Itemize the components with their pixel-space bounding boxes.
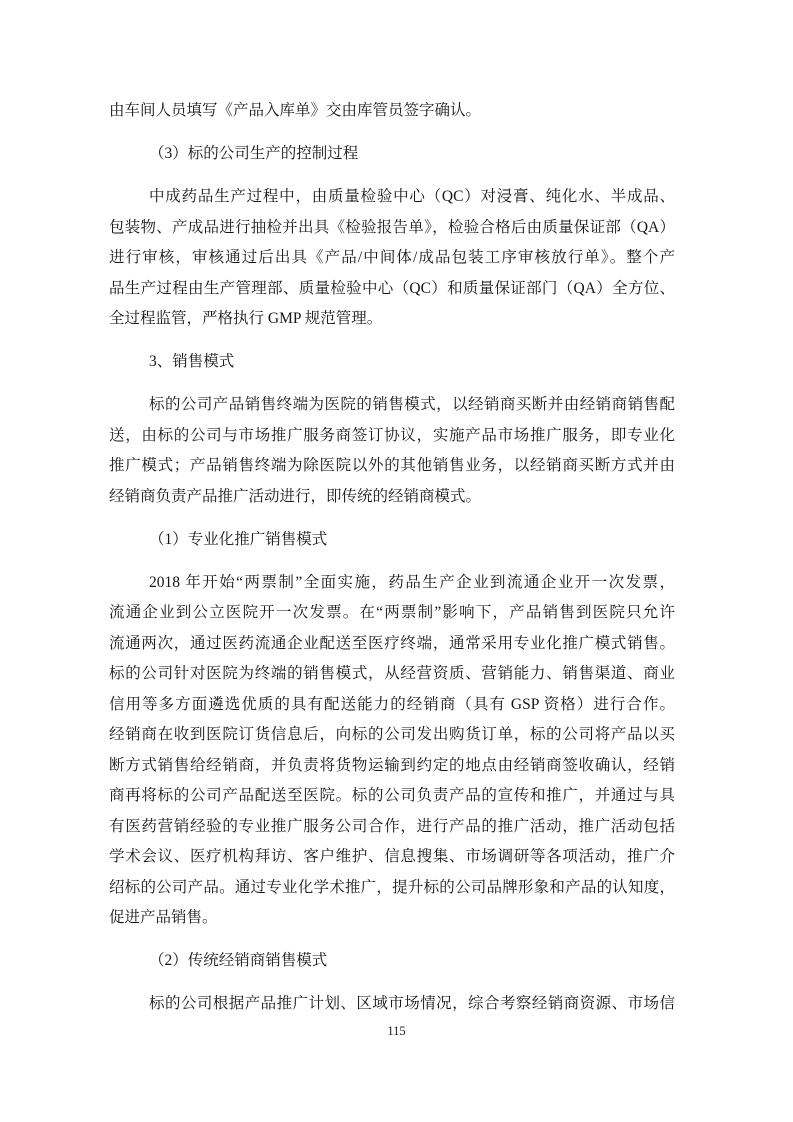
- body-line: 标的公司产品销售终端为医院的销售模式，以经销商买断并由经销商销售配: [149, 396, 675, 413]
- body-line: 标的公司根据产品推广计划、区域市场情况，综合考察经销商资源、市场信: [149, 995, 675, 1012]
- paragraph: [109, 182, 675, 335]
- heading-line: （2）传统经销商销售模式: [149, 952, 328, 969]
- body-line: 包装物、产成品进行抽检并出具《检验报告单》，检验合格后由质量保证部（QA）: [109, 218, 675, 236]
- paragraph: [109, 390, 675, 512]
- body-line: 由车间人员填写《产品入库单》交由库管员签字确认。: [109, 102, 482, 119]
- body-line: 经销商在收到医院订货信息后，向标的公司发出购货订单，标的公司将产品以买: [109, 726, 675, 743]
- body-line: 进行审核，审核通过后出具《产品/中间体/成品包装工序审核放行单》。整个产: [109, 249, 675, 266]
- heading-line: （3）标的公司生产的控制过程: [149, 145, 359, 162]
- paragraph-continuation: [109, 96, 675, 127]
- body-line: 标的公司针对医院为终端的销售模式，从经营资质、营销能力、销售渠道、商业: [109, 665, 675, 682]
- paragraph: [109, 568, 675, 934]
- body-line: 流通企业到公立医院开一次发票。在“两票制”影响下，产品销售到医院只允许: [109, 604, 675, 621]
- body-line: 有医药营销经验的专业推广服务公司合作，进行产品的推广活动，推广活动包括: [109, 817, 675, 835]
- heading-line: （1）专业化推广销售模式: [149, 530, 328, 548]
- body-line: 经销商负责产品推广活动进行，即传统的经销商模式。: [109, 487, 482, 505]
- body-line: 流通两次，通过医药流通企业配送至医疗终端，通常采用专业化推广模式销售。: [109, 634, 675, 652]
- body-line: 信用等多方面遴选优质的具有配送能力的经销商（具有 GSP 资格）进行合作。: [109, 695, 675, 713]
- page-content: [109, 96, 675, 1020]
- paragraph: [109, 989, 675, 1020]
- body-line: 绍标的公司产品。通过专业化学术推广，提升标的公司品牌形象和产品的认知度，: [109, 878, 675, 896]
- body-line: 2018 年开始“两票制”全面实施，药品生产企业到流通企业开一次发票，: [149, 573, 675, 591]
- body-line: 学术会议、医疗机构拜访、客户维护、信息搜集、市场调研等各项活动，推广介: [109, 848, 675, 865]
- section-heading: [109, 946, 675, 977]
- body-line: 促进产品销售。: [109, 909, 218, 926]
- page-number: 115: [387, 1024, 406, 1038]
- body-line: 断方式销售给经销商，并负责将货物运输到约定的地点由经销商签收确认，经销: [109, 756, 675, 774]
- body-line: 全过程监管，严格执行 GMP 规范管理。: [109, 310, 383, 327]
- body-line: 送，由标的公司与市场推广服务商签订协议，实施产品市场推广服务，即专业化: [109, 426, 675, 444]
- section-heading: [109, 347, 675, 378]
- body-line: 中成药品生产过程中，由质量检验中心（QC）对浸膏、纯化水、半成品、: [149, 188, 675, 205]
- heading-line: 3、销售模式: [149, 353, 235, 370]
- body-line: 商再将标的公司产品配送至医院。标的公司负责产品的宣传和推广，并通过与具: [109, 787, 675, 804]
- body-line: 品生产过程由生产管理部、质量检验中心（QC）和质量保证部门（QA）全方位、: [109, 279, 675, 297]
- section-heading: [109, 139, 675, 170]
- body-line: 推广模式；产品销售终端为除医院以外的其他销售业务，以经销商买断方式并由: [109, 457, 675, 474]
- section-heading: [109, 525, 675, 556]
